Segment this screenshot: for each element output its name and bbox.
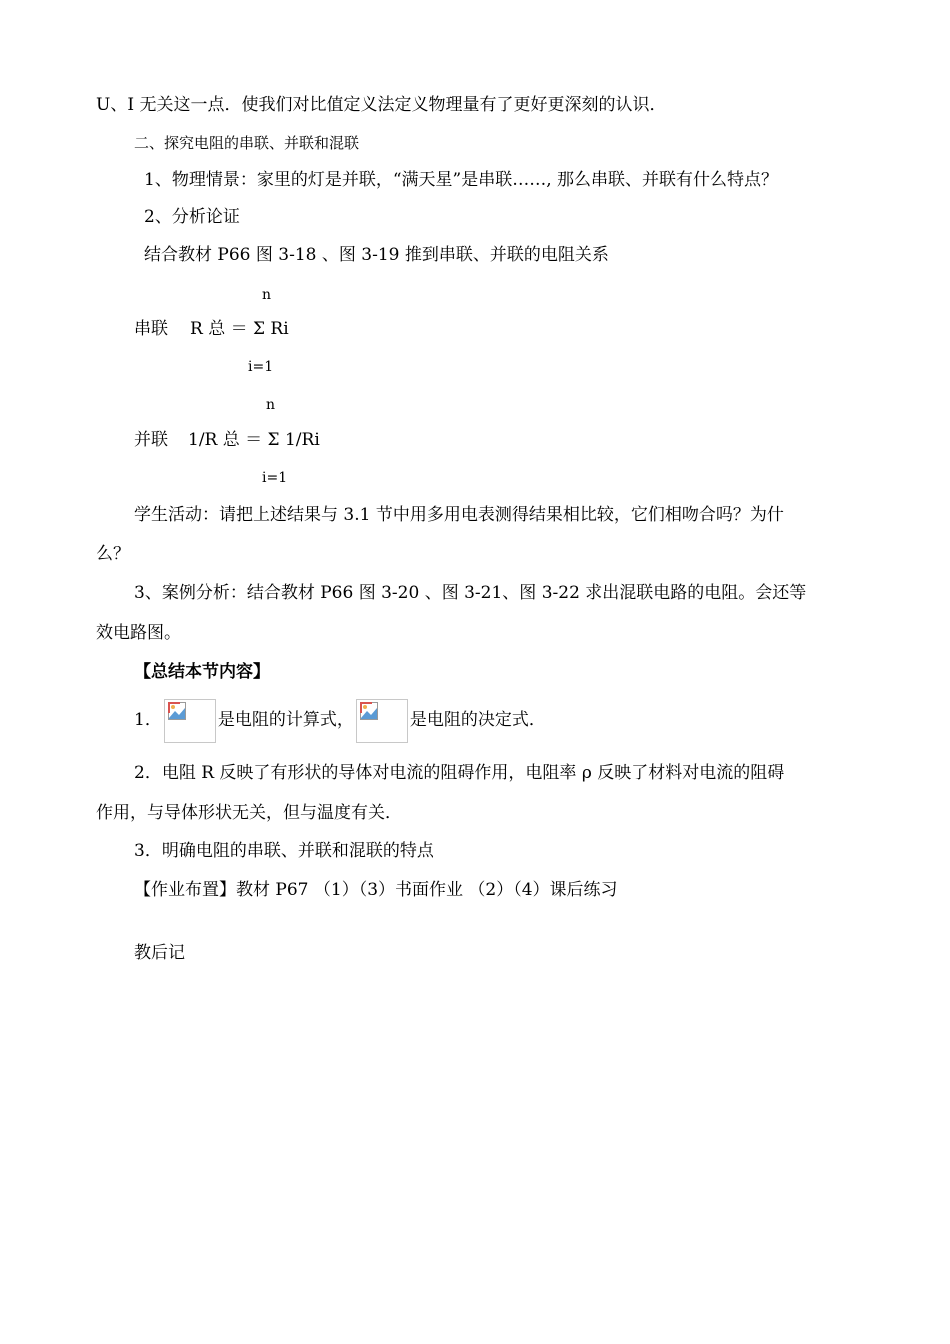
item-physics-scenario: 1、物理情景：家里的灯是并联，“满天星”是串联……, 那么串联、并联有什么特点？ xyxy=(144,170,779,190)
item-analysis-heading: 2、分析论证 xyxy=(144,207,240,227)
broken-image-icon xyxy=(164,699,216,743)
summary-item-1-text-b: 是电阻的决定式． xyxy=(409,710,546,730)
parallel-label: 并联 xyxy=(134,430,168,450)
summary-item-1-number: 1． xyxy=(134,710,162,730)
parallel-formula: 1/R 总 ＝ Σ 1/Ri xyxy=(188,430,320,450)
summary-item-1-text-a: 是电阻的计算式， xyxy=(217,710,354,730)
parallel-sum-lower-limit: i=1 xyxy=(262,470,288,486)
summary-heading: 【总结本节内容】 xyxy=(134,662,270,682)
series-formula: R 总 ＝ Σ Ri xyxy=(190,319,289,339)
student-activity-line1: 学生活动：请把上述结果与 3.1 节中用多用电表测得结果相比较，它们相吻合吗？为什 xyxy=(134,505,784,525)
text-line-intro: U、I 无关这一点．使我们对比值定义法定义物理量有了更好更深刻的认识． xyxy=(96,95,667,115)
summary-item-2-line1: 2．电阻 R 反映了有形状的导体对电流的阻碍作用，电阻率 ρ 反映了材料对电流的阻碍 xyxy=(134,763,785,783)
series-sum-upper-limit: n xyxy=(262,287,272,303)
case-analysis-line1: 3、案例分析：结合教材 P66 图 3-20 、图 3-21、图 3-22 求出混联电路的电阻。会还等 xyxy=(134,583,807,603)
parallel-sum-upper-limit: n xyxy=(266,397,276,413)
broken-image-icon xyxy=(356,699,408,743)
series-label: 串联 xyxy=(134,319,168,339)
afterword-heading: 教后记 xyxy=(134,943,185,963)
homework-assignment: 【作业布置】教材 P67 （1）（3）书面作业 （2）（4）课后练习 xyxy=(134,880,618,900)
summary-item-3: 3．明确电阻的串联、并联和混联的特点 xyxy=(134,841,434,861)
section-heading-series-parallel: 二、探究电阻的串联、并联和混联 xyxy=(134,134,360,152)
summary-item-2-line2: 作用，与导体形状无关，但与温度有关． xyxy=(96,803,402,823)
case-analysis-line2: 效电路图。 xyxy=(96,623,181,643)
series-sum-lower-limit: i=1 xyxy=(248,359,274,375)
item-analysis-text: 结合教材 P66 图 3-18 、图 3-19 推到串联、并联的电阻关系 xyxy=(144,245,609,265)
student-activity-line2: 么？ xyxy=(96,544,130,564)
summary-item-1 xyxy=(134,697,546,743)
